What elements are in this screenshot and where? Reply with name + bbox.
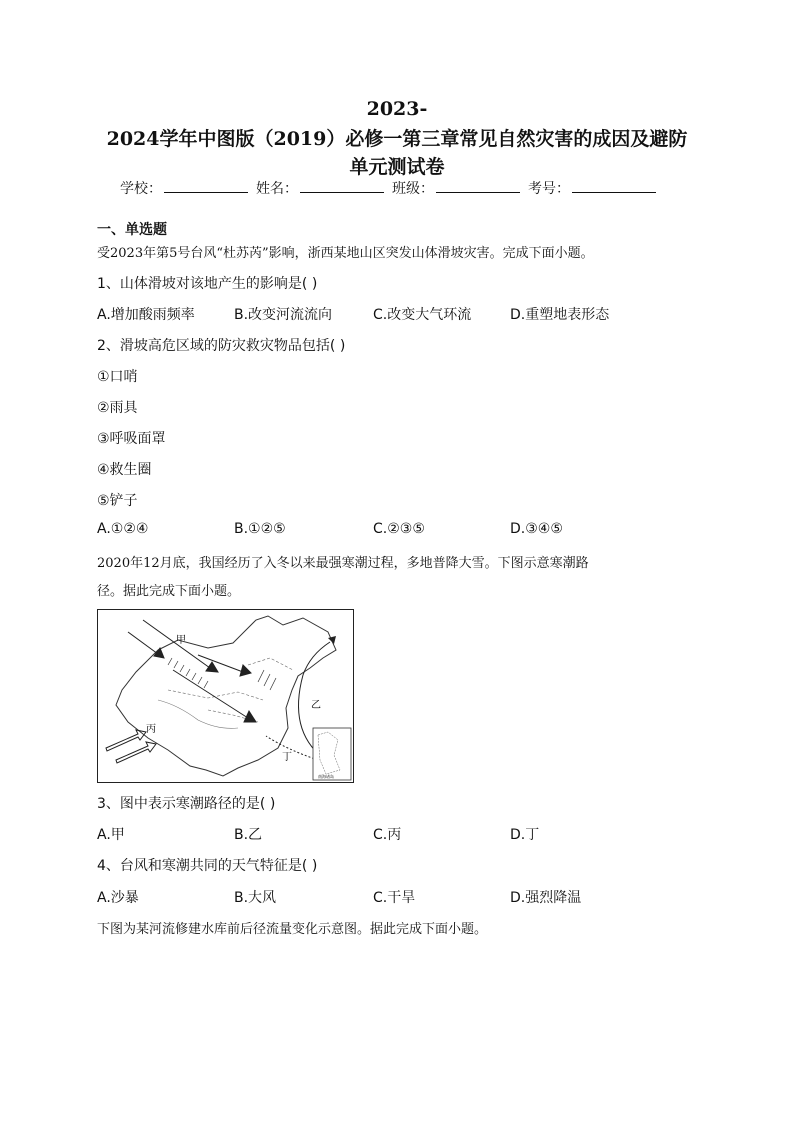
cold-wave-route-map <box>97 609 354 783</box>
q1-option-c[interactable]: C.改变大气环流 <box>373 307 472 323</box>
q2-item-1: ①口哨 <box>97 369 138 385</box>
q4-option-d[interactable]: D.强烈降温 <box>510 890 582 906</box>
q1-option-a[interactable]: A.增加酸雨频率 <box>97 307 195 323</box>
name-blank[interactable] <box>300 178 384 193</box>
title-line-3: 单元测试卷 <box>349 156 445 178</box>
title-line-1: 2023- <box>366 98 428 120</box>
passage-1: 受2023年第5号台风“杜苏芮”影响，浙西某地山区突发山体滑坡灾害。完成下面小题。 <box>97 246 594 261</box>
q2-option-d[interactable]: D.③④⑤ <box>510 521 563 537</box>
passage-3: 下图为某河流修建水库前后径流量变化示意图。据此完成下面小题。 <box>97 922 488 937</box>
class-blank[interactable] <box>436 178 520 193</box>
question-3-stem: 3、图中表示寒潮路径的是( ) <box>97 796 276 812</box>
q4-option-c[interactable]: C.干旱 <box>373 890 416 906</box>
school-blank[interactable] <box>164 178 248 193</box>
china-map-svg <box>98 610 353 782</box>
q1-option-b[interactable]: B.改变河流流向 <box>234 307 333 323</box>
q4-option-a[interactable]: A.沙暴 <box>97 890 139 906</box>
q2-option-c[interactable]: C.②③⑤ <box>373 521 425 537</box>
q4-option-b[interactable]: B.大风 <box>234 890 277 906</box>
question-1-stem: 1、山体滑坡对该地产生的影响是( ) <box>97 276 318 292</box>
exam-number-label: 考号： <box>528 181 570 197</box>
q2-option-a[interactable]: A.①②④ <box>97 521 149 537</box>
map-label-jia: 甲 <box>176 635 186 646</box>
q2-item-3: ③呼吸面罩 <box>97 431 166 447</box>
q2-item-5: ⑤铲子 <box>97 493 138 509</box>
question-2-stem: 2、滑坡高危区域的防灾救灾物品包括( ) <box>97 338 346 354</box>
map-label-ding: 丁 <box>282 752 292 763</box>
q3-option-a[interactable]: A.甲 <box>97 827 125 843</box>
school-label: 学校： <box>120 181 162 197</box>
inset-caption: 南海诸岛 <box>318 774 334 779</box>
student-info-row <box>120 178 664 198</box>
map-label-bing: 丙 <box>146 724 156 735</box>
exam-number-blank[interactable] <box>572 178 656 193</box>
q3-option-b[interactable]: B.乙 <box>234 827 263 843</box>
q2-item-2: ②雨具 <box>97 400 138 416</box>
q3-option-c[interactable]: C.丙 <box>373 827 402 843</box>
passage-2-line-1: 2020年12月底，我国经历了入冬以来最强寒潮过程，多地普降大雪。下图示意寒潮路 <box>97 556 589 571</box>
q3-option-d[interactable]: D.丁 <box>510 827 540 843</box>
passage-2-line-2: 径。据此完成下面小题。 <box>97 584 241 599</box>
q2-option-b[interactable]: B.①②⑤ <box>234 521 286 537</box>
name-label: 姓名： <box>256 181 298 197</box>
q1-option-d[interactable]: D.重塑地表形态 <box>510 307 610 323</box>
map-label-yi: 乙 <box>311 700 321 711</box>
section-heading: 一、单选题 <box>97 222 167 238</box>
q2-item-4: ④救生圈 <box>97 462 152 478</box>
title-line-2: 2024学年中图版（2019）必修一第三章常见自然灾害的成因及避防 <box>106 128 688 150</box>
class-label: 班级： <box>392 181 434 197</box>
question-4-stem: 4、台风和寒潮共同的天气特征是( ) <box>97 858 318 874</box>
china-outline <box>116 616 336 776</box>
